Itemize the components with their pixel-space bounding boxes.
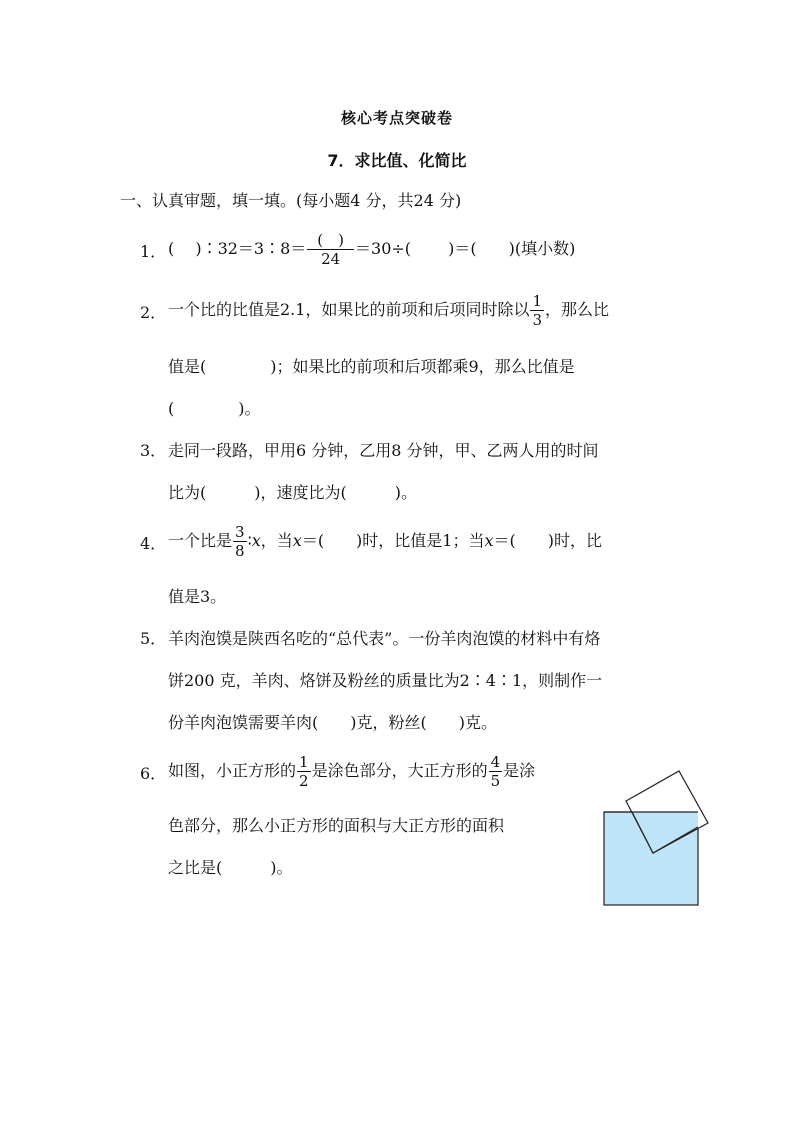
q4-line1a: 一个比是 bbox=[168, 531, 233, 550]
q2-line2: 值是( )；如果比的前项和后项都乘9，那么比值是 bbox=[168, 357, 575, 376]
q4-var-x-1: x bbox=[251, 531, 261, 550]
exam-subtitle: 7．求比值、化简比 bbox=[327, 151, 467, 170]
q1-number: 1． bbox=[140, 242, 167, 261]
q1-frac-num: ( ) bbox=[317, 231, 345, 249]
q6-number: 6． bbox=[140, 764, 167, 783]
q2-frac-num: 1 bbox=[532, 292, 542, 310]
q5-number: 5． bbox=[140, 629, 167, 648]
q4-line1d: ＝( )时，比值是1；当 bbox=[301, 531, 485, 550]
exam-title: 核心考点突破卷 bbox=[340, 109, 453, 127]
q4-line2: 值是3。 bbox=[168, 587, 227, 606]
section-heading: 一、认真审题，填一填。(每小题4 分，共24 分) bbox=[120, 191, 462, 210]
q2-line1a: 一个比的比值是2.1，如果比的前项和后项同时除以 bbox=[168, 300, 530, 319]
q2-fraction bbox=[530, 292, 544, 329]
q6-frac2-num: 4 bbox=[490, 753, 501, 771]
q6-line1b: 是涂色部分，大正方形的 bbox=[311, 761, 488, 780]
q6-line1 bbox=[168, 753, 535, 790]
q2-line1b: ，那么比 bbox=[545, 300, 610, 319]
q4-frac-num: 3 bbox=[235, 523, 245, 541]
q2-line1 bbox=[168, 292, 609, 329]
q4-fraction bbox=[233, 523, 247, 560]
q6-frac2-den: 5 bbox=[490, 772, 501, 790]
squares-figure bbox=[580, 760, 720, 920]
q6-line2: 色部分，那么小正方形的面积与大正方形的面积 bbox=[168, 816, 505, 835]
q1-part1: ( )∶32＝3∶8＝ bbox=[168, 239, 307, 258]
q6-frac1-den: 2 bbox=[299, 772, 309, 790]
q4-var-x-2: x bbox=[292, 531, 302, 550]
q3-line1: 走同一段路，甲用6 分钟，乙用8 分钟，甲、乙两人用的时间 bbox=[168, 441, 599, 460]
q4-number: 4． bbox=[140, 534, 167, 553]
q2-number: 2． bbox=[140, 303, 167, 322]
q6-fraction-1 bbox=[297, 753, 311, 790]
q5-line3: 份羊肉泡馍需要羊肉( )克，粉丝( )克。 bbox=[168, 713, 497, 732]
q4-var-x-3: x bbox=[484, 531, 494, 550]
q2-frac-den: 3 bbox=[532, 311, 542, 329]
q1-line bbox=[168, 231, 575, 268]
q4-frac-den: 8 bbox=[235, 542, 245, 560]
q6-line1a: 如图，小正方形的 bbox=[168, 761, 297, 780]
q2-line3: ( )。 bbox=[168, 399, 261, 418]
q4-line1 bbox=[168, 523, 602, 560]
q6-frac1-num: 1 bbox=[299, 753, 309, 771]
q5-line1: 羊肉泡馍是陕西名吃的“总代表”。一份羊肉泡馍的材料中有烙 bbox=[168, 629, 601, 648]
q4-line1b: ∶ bbox=[247, 531, 252, 550]
q5-line2: 饼200 克，羊肉、烙饼及粉丝的质量比为2∶4∶1，则制作一 bbox=[168, 671, 603, 690]
q3-number: 3． bbox=[140, 441, 167, 460]
q1-part2: ＝30÷( )＝( )(填小数) bbox=[355, 239, 576, 258]
q3-line2: 比为( )，速度比为( )。 bbox=[168, 483, 417, 502]
q6-line1c: 是涂 bbox=[503, 761, 536, 780]
q1-frac-den: 24 bbox=[307, 249, 354, 268]
q1-fraction bbox=[307, 231, 354, 268]
q4-line1c: ，当 bbox=[260, 531, 293, 550]
q6-fraction-2 bbox=[489, 753, 503, 790]
q4-line1e: ＝( )时，比 bbox=[493, 531, 603, 550]
q6-line3: 之比是( )。 bbox=[168, 858, 293, 877]
